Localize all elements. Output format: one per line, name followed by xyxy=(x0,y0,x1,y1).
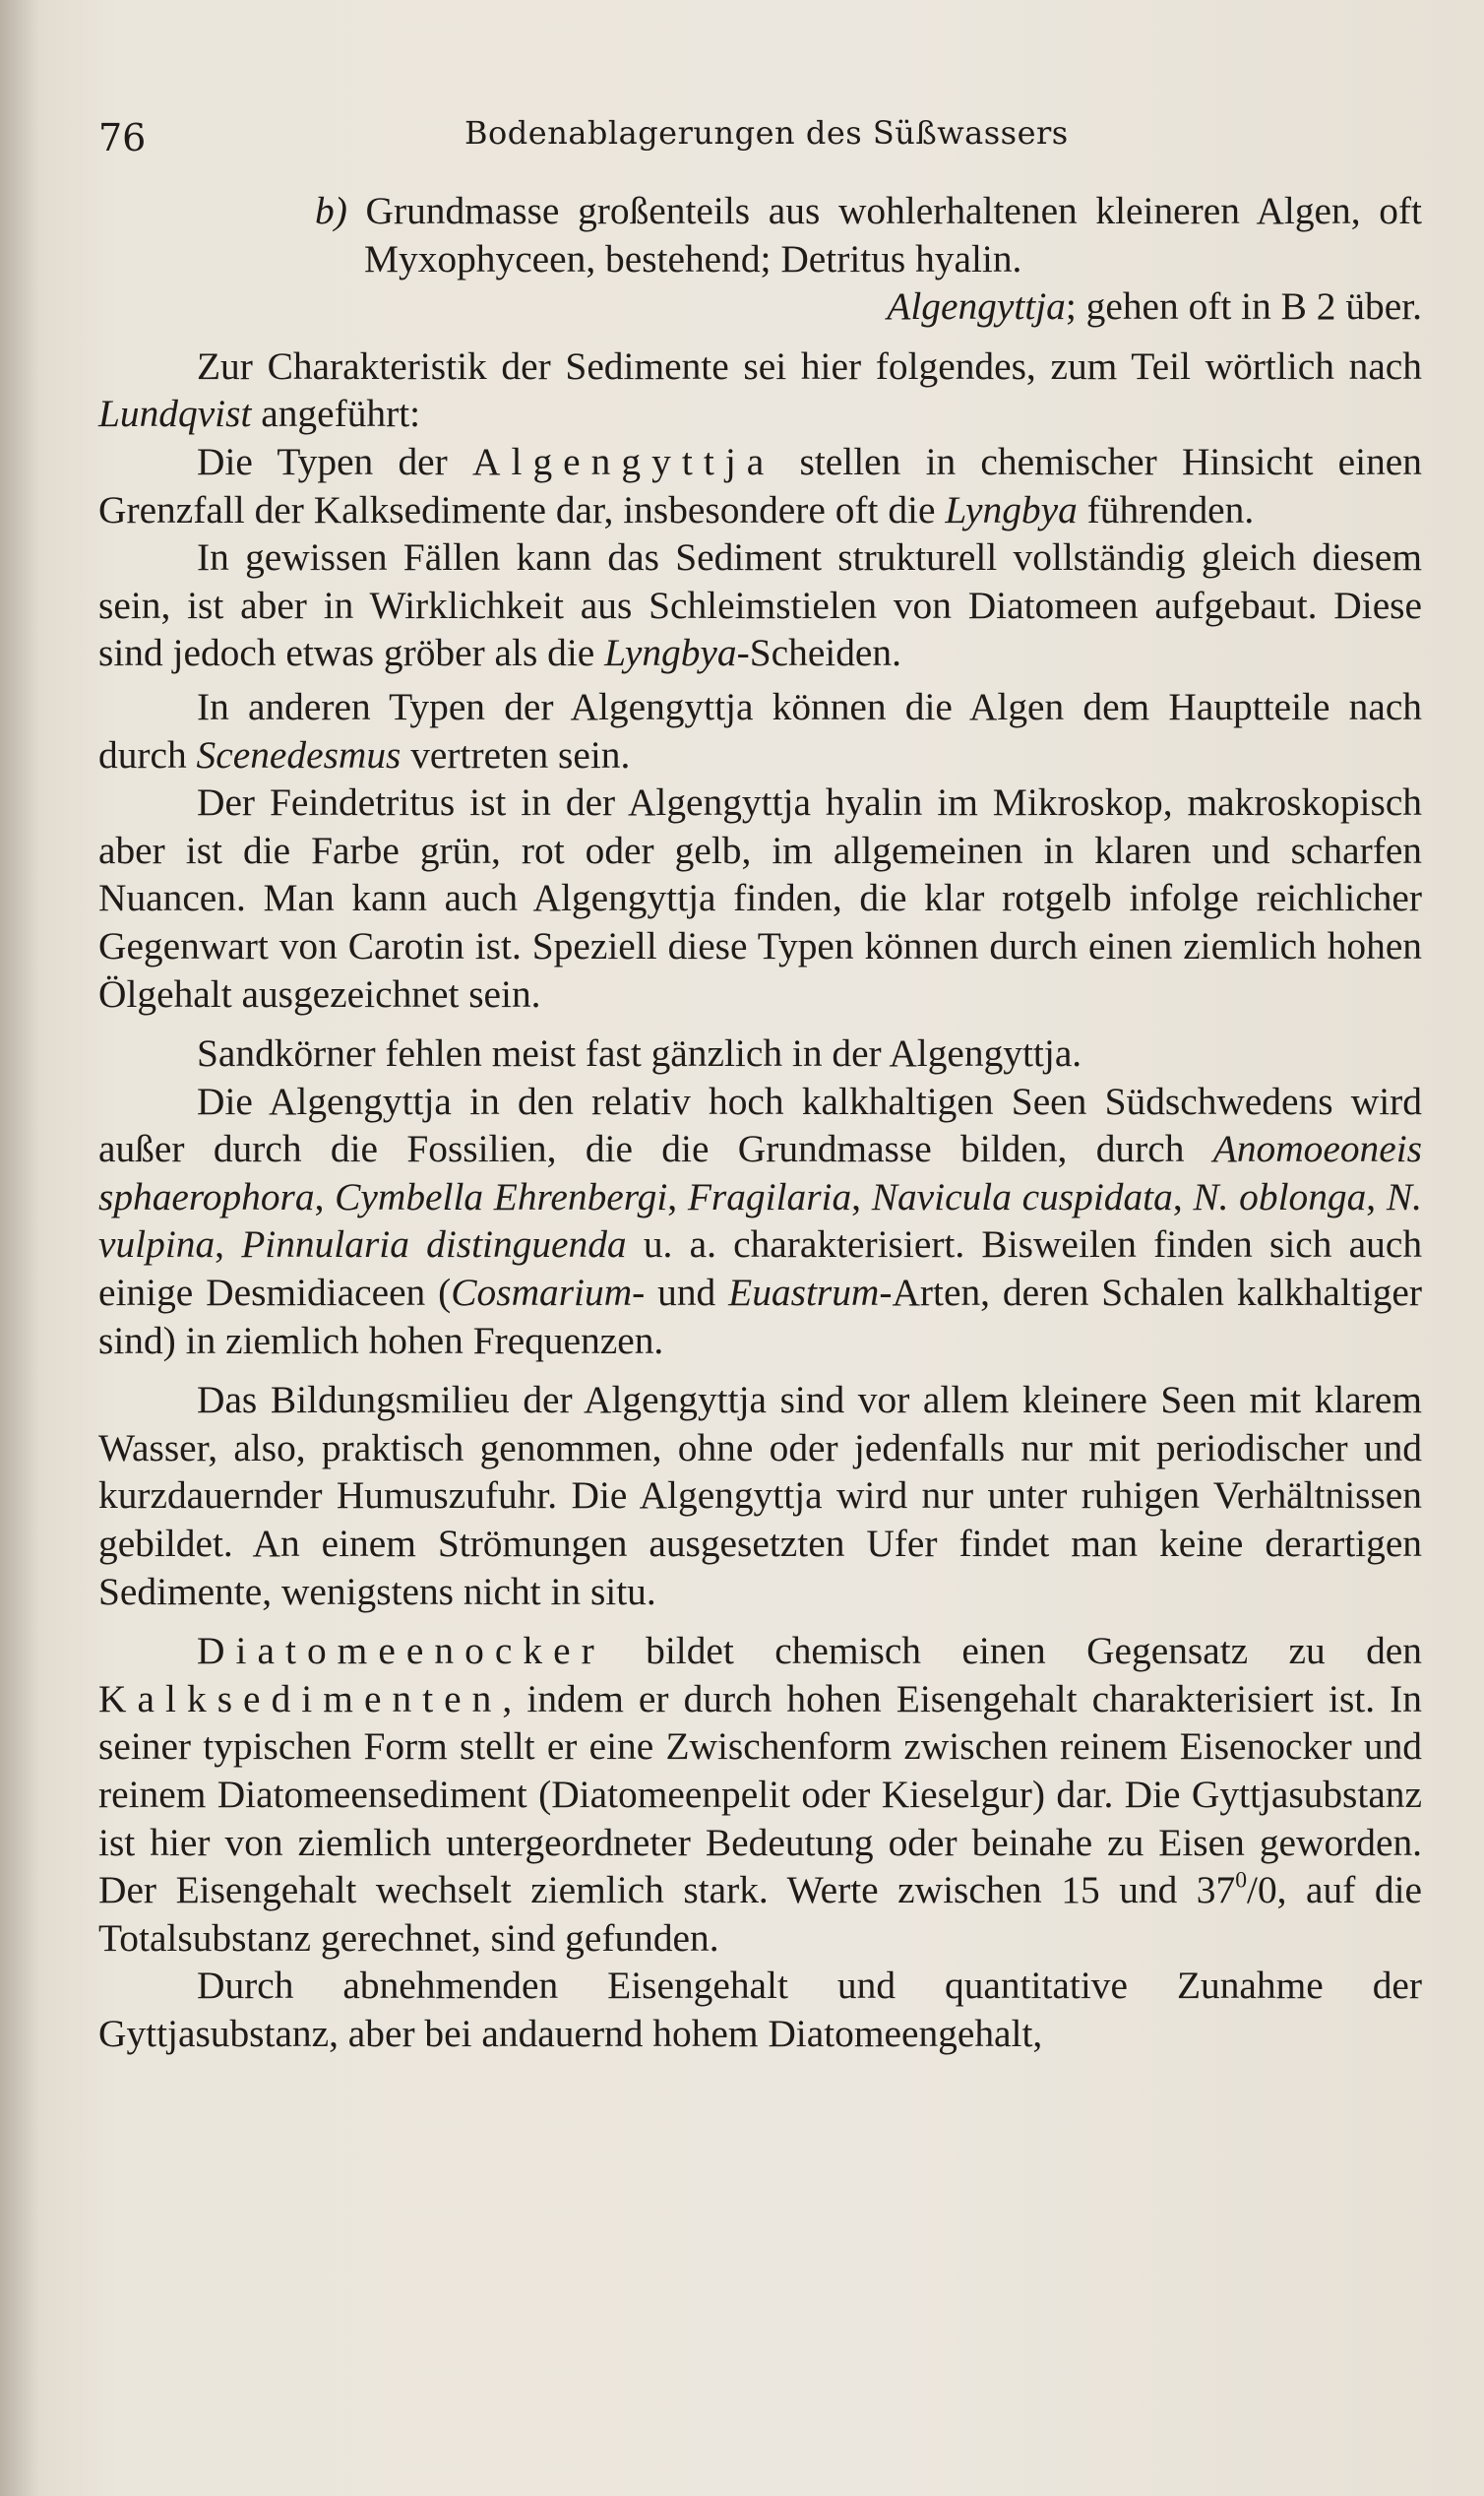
text-run: u. a. charakterisiert. Bisweilen finden sich auch einige Desmidiaceen ( xyxy=(98,1222,1423,1315)
spine-shadow xyxy=(0,0,39,2496)
species-name: Cosmarium xyxy=(451,1271,633,1315)
list-label: b) xyxy=(315,189,347,232)
text-run: Die Algengyttja in den relativ hoch kalkhaltigen Seen Südschwedens wird außer durch die Fossilien, die die Grundmasse bilden, durch xyxy=(98,1079,1422,1171)
paragraph-scenedesmus xyxy=(98,683,1422,779)
separator: , xyxy=(1172,1174,1194,1218)
paragraph-diatomeenocker xyxy=(98,1627,1422,1962)
paragraph-fossils xyxy=(98,1078,1422,1365)
species-name: Fragilaria xyxy=(687,1174,852,1218)
species-name: Navicula cuspidata xyxy=(871,1174,1173,1218)
paragraph-intro xyxy=(98,343,1422,438)
page-body xyxy=(98,187,1422,2058)
text-run: - und xyxy=(632,1271,729,1315)
separator: , xyxy=(667,1174,688,1218)
list-tail: ; gehen oft in B 2 über. xyxy=(1065,284,1422,329)
paragraph-iron-content: Durch abnehmenden Eisengehalt und quantitative Zunahme der Gyttjasubstanz, aber bei andauernd hohem Diatomeengehalt, xyxy=(98,1964,1422,2055)
text-run: angeführt: xyxy=(251,392,421,436)
separator: , xyxy=(1366,1174,1387,1218)
spaced-term: Diatomeenocker xyxy=(197,1629,605,1673)
species-name: Pinnularia distinguenda xyxy=(241,1222,627,1267)
text-run: Zur Charakteristik der Sedimente sei hier folgendes, zum Teil wörtlich nach xyxy=(197,343,1422,388)
text-run: , indem er durch hohen Eisengehalt charakterisiert ist. In seiner typischen Form stellt er eine Zwischenform zwischen reinem Eisenocker und reinem Diatomeensediment (Diatomeenpelit oder Kieselgur) dar. Die Gyttjasubstanz ist hier von ziemlich untergeordneter Bedeutung oder beinahe zu Eisen geworden. Der Eisengehalt wechselt ziemlich stark. Werte zwischen 15 und 37 xyxy=(98,1676,1422,1912)
spaced-term: Algengyttja xyxy=(471,439,775,483)
paragraph-diatoms xyxy=(98,533,1422,677)
text-run: stellen in chemischer Hinsicht einen Grenzfall der Kalksedimente dar, insbesondere oft die xyxy=(98,439,1422,531)
text-run: In gewissen Fällen kann das Sediment strukturell vollständig gleich diesem sein, ist aber in Wirklichkeit aus Schleimstielen von Diatomeen aufgebaut. Diese sind jedoch etwas gröber als die xyxy=(98,535,1422,675)
paragraph-milieu: Das Bildungsmilieu der Algengyttja sind vor allem kleinere Seen mit klarem Wasser, also, praktisch genommen, ohne oder jedenfalls nur mit periodischer und kurzdauernder Humuszufuhr. Die Algengyttja wird nur unter ruhigen Verhältnissen gebildet. An einem Strömungen ausgesetzten Ufer findet man keine derartigen Sedimente, wenigstens nicht in situ. xyxy=(98,1378,1422,1613)
list-item-b xyxy=(98,187,1422,282)
separator: , xyxy=(314,1174,336,1218)
list-text: Grundmasse großenteils aus wohlerhaltenen kleineren Algen, oft Myxophyceen, bestehend; Detritus hyalin. xyxy=(364,189,1422,281)
text-run: Die Typen der xyxy=(197,439,472,483)
term-algengyttja: Algengyttja xyxy=(887,284,1066,329)
species-name: Euastrum xyxy=(728,1271,880,1315)
text-run: bildet chemisch einen Gegensatz zu den xyxy=(604,1629,1422,1673)
paragraph-detritus: Der Feindetritus ist in der Algengyttja hyalin im Mikroskop, makroskopisch aber ist die Farbe grün, rot oder gelb, im allgemeinen in klaren und scharfen Nuancen. Man kann auch Algengyttja finden, die klar rotgelb infolge reichlicher Gegenwart von Carotin ist. Speziell diese Typen können durch einen ziemlich hohen Ölgehalt ausgezeichnet sein. xyxy=(98,780,1422,1016)
genus-name: Lyngbya xyxy=(945,487,1078,531)
species-name: Cymbella Ehrenbergi xyxy=(335,1174,668,1218)
species-name: Anomoeoneis sphaerophora xyxy=(98,1127,1422,1218)
permille-slash: / xyxy=(1247,1868,1258,1912)
spaced-term: Kalksedimenten xyxy=(98,1676,503,1720)
separator: , xyxy=(215,1222,242,1267)
permille-sub: 0 xyxy=(1257,1868,1277,1912)
genus-name: Lyngbya xyxy=(604,631,737,675)
species-name: N. vulpina xyxy=(98,1174,1422,1267)
running-head: Bodenablagerungen des Süßwassers xyxy=(464,114,1069,152)
text-run: , auf die Totalsubstanz gerechnet, sind gefunden. xyxy=(98,1868,1423,1960)
paragraph-sand: Sandkörner fehlen meist fast gänzlich in der Algengyttja. xyxy=(197,1031,1082,1076)
text-run: führenden. xyxy=(1077,487,1255,531)
author-name: Lundqvist xyxy=(98,392,252,436)
text-run: -Arten, deren Schalen kalkhaltiger sind) in ziemlich hohen Frequenzen. xyxy=(98,1271,1423,1362)
genus-name: Scenedesmus xyxy=(196,732,402,777)
species-name: N. oblonga xyxy=(1193,1174,1367,1218)
text-run: In anderen Typen der Algengyttja können die Algen dem Hauptteile nach durch xyxy=(98,684,1422,777)
paragraph-types xyxy=(98,438,1422,533)
list-item-b-term-line xyxy=(98,282,1422,331)
separator: , xyxy=(851,1174,872,1218)
page-number: 76 xyxy=(98,116,147,159)
permille-sup: 0 xyxy=(1235,1867,1248,1894)
page-header xyxy=(98,106,1417,165)
text-run: -Scheiden. xyxy=(736,631,901,675)
text-run: vertreten sein. xyxy=(401,732,631,777)
